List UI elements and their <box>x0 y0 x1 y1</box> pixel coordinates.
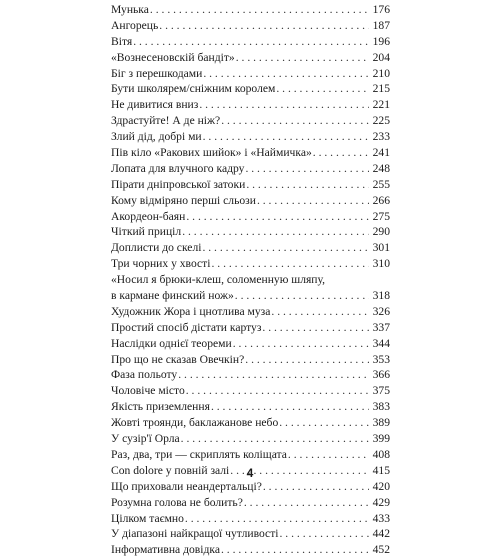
toc-entry <box>111 81 390 97</box>
toc-entry-title: «Вознесеновскій бандіт» <box>111 50 235 64</box>
toc-leader-dots <box>236 50 369 66</box>
toc-entry <box>111 383 390 399</box>
toc-entry-title: Злий дід, добрі ми <box>111 130 202 144</box>
toc-entry-page: 196 <box>372 34 390 48</box>
toc-entry <box>111 50 390 66</box>
toc-leader-dots <box>233 336 369 352</box>
toc-entry-title: Що приховали неандертальці? <box>111 479 262 493</box>
toc-entry-page: 301 <box>372 241 390 255</box>
toc-entry-page: 266 <box>372 193 390 207</box>
toc-entry-page: 389 <box>372 416 390 430</box>
toc-entry-page: 255 <box>372 177 390 191</box>
toc-entry-page: 215 <box>372 82 390 96</box>
toc-leader-dots <box>185 511 369 527</box>
toc-entry-page: 275 <box>372 209 390 223</box>
toc-entry <box>111 97 390 113</box>
toc-entry-page: 337 <box>372 320 390 334</box>
toc-entry-title: Пірати дніпровської затоки <box>111 177 246 191</box>
toc-entry-title: Лопата для влучного кадру <box>111 161 245 175</box>
toc-leader-dots <box>186 383 369 399</box>
toc-entry-title: Жовті троянди, баклажанове небо <box>111 416 279 430</box>
toc-entry-page: 353 <box>372 352 390 366</box>
toc-leader-dots <box>276 81 369 97</box>
toc-entry-page: 429 <box>372 495 390 509</box>
toc-leader-dots <box>203 129 369 145</box>
toc-entry <box>111 479 390 495</box>
toc-entry <box>111 367 390 383</box>
toc-entry-title: Цілком таємно <box>111 511 184 525</box>
toc-entry <box>111 34 390 50</box>
toc-leader-dots <box>133 34 369 50</box>
toc-entry-title: Три чорних у хвості <box>111 257 211 271</box>
toc-entry <box>111 495 390 511</box>
toc-leader-dots <box>178 367 369 383</box>
toc-entry-title: Біг з перешкодами <box>111 66 203 80</box>
toc-leader-dots <box>150 2 369 18</box>
toc-leader-dots <box>221 113 369 129</box>
toc-entry-title: Чоловіче місто <box>111 384 185 398</box>
toc-entry <box>111 18 390 34</box>
toc-entry <box>111 256 390 272</box>
toc-leader-dots <box>313 145 369 161</box>
toc-entry-page: 383 <box>372 400 390 414</box>
toc-entry-page: 433 <box>372 511 390 525</box>
toc-entry <box>111 288 390 304</box>
page-number: 4 <box>246 466 254 480</box>
toc-entry-title: Простий спосіб дістати картуз <box>111 320 262 334</box>
toc-leader-dots <box>245 352 369 368</box>
toc-leader-dots <box>202 240 369 256</box>
toc-entry-page: 225 <box>372 114 390 128</box>
toc-entry-page: 176 <box>372 3 390 16</box>
toc-entry-title: Інформативна довідка <box>111 543 220 557</box>
toc-entry-title: Наслідки однієї теореми <box>111 336 232 350</box>
toc-leader-dots <box>271 304 369 320</box>
toc-leader-dots <box>181 431 369 447</box>
toc-entry <box>111 447 390 463</box>
toc-entry-title: Кому відміряно перші сльози <box>111 193 256 207</box>
toc-entry <box>111 224 390 240</box>
toc-entry-title: Якість приземлення <box>111 400 210 414</box>
toc-entry-title: Con dolore у повній залі <box>111 463 230 477</box>
toc-leader-dots <box>288 447 369 463</box>
toc-entry-title: в кармане финский нож» <box>111 289 234 303</box>
toc-entry <box>111 352 390 368</box>
toc-entry-page: 326 <box>372 304 390 318</box>
toc-entry-title: У сузір'ї Орла <box>111 432 180 446</box>
toc-entry <box>111 542 390 558</box>
toc-leader-dots <box>262 320 369 336</box>
toc-leader-dots <box>203 66 369 82</box>
toc-entry <box>111 511 390 527</box>
toc-leader-dots <box>159 18 369 34</box>
toc-entry-title: Фаза польоту <box>111 368 178 382</box>
toc-entry-page: 420 <box>372 479 390 493</box>
toc-leader-dots <box>221 542 369 558</box>
toc-entry-page: 318 <box>372 289 390 303</box>
toc-entry <box>111 193 390 209</box>
toc-entry-title: Чіткий приціл <box>111 225 182 239</box>
toc-leader-dots <box>186 209 369 225</box>
toc-entry <box>111 129 390 145</box>
toc-entry-page: 408 <box>372 447 390 461</box>
toc-entry-page: 375 <box>372 384 390 398</box>
toc-entry <box>111 161 390 177</box>
toc-entry-title: Вітя <box>111 34 133 48</box>
toc-entry <box>111 526 390 542</box>
toc-leader-dots <box>263 479 369 495</box>
toc-entry-page: 241 <box>372 146 390 160</box>
toc-leader-dots <box>199 97 369 113</box>
toc-entry <box>111 272 390 288</box>
toc-entry <box>111 209 390 225</box>
toc-entry-page: 452 <box>372 543 390 557</box>
toc-leader-dots <box>257 193 369 209</box>
toc-entry <box>111 177 390 193</box>
toc-entry-title: Здрастуйте! А де ніж? <box>111 114 221 128</box>
toc-entry-title: Раз, два, три — скриплять коліщата <box>111 447 287 461</box>
toc-entry-page: 290 <box>372 225 390 239</box>
toc-entry-page: 187 <box>372 18 390 32</box>
toc-entry <box>111 66 390 82</box>
toc-entry-title: Ангорець <box>111 18 159 32</box>
toc-leader-dots <box>280 526 370 542</box>
toc-entry-page: 233 <box>372 130 390 144</box>
toc-entry-title: У діапазоні найкращої чутливості <box>111 527 279 541</box>
toc-entry-page: 366 <box>372 368 390 382</box>
toc-leader-dots <box>211 399 369 415</box>
toc-leader-dots <box>244 495 369 511</box>
toc-leader-dots <box>182 224 369 240</box>
toc-entry <box>111 304 390 320</box>
toc-entry <box>111 415 390 431</box>
toc-entry-page: 310 <box>372 257 390 271</box>
toc-entry <box>111 431 390 447</box>
toc-entry-title: Художник Жора і цнотлива муза <box>111 304 271 318</box>
toc-entry-title: Бути школярем/сніжним королем <box>111 82 276 96</box>
toc-entry-page: 248 <box>372 161 390 175</box>
toc-entry-title: Пів кіло «Ракових шийок» і «Наймичка» <box>111 146 312 160</box>
toc-entry-page: 442 <box>372 527 390 541</box>
toc-entry-title: Розумна голова не болить? <box>111 495 243 509</box>
toc-entry <box>111 399 390 415</box>
toc-entry-page: 204 <box>372 50 390 64</box>
toc-entry <box>111 113 390 129</box>
toc-entry-title: Мунька <box>111 3 149 16</box>
toc-entry-page: 221 <box>372 98 390 112</box>
toc-leader-dots <box>235 288 369 304</box>
toc-entry-title: Акордеон-баян <box>111 209 186 223</box>
toc-entry <box>111 2 390 18</box>
toc-entry-title: Доплисти до скелі <box>111 241 202 255</box>
toc-entry-page: 399 <box>372 432 390 446</box>
toc-entry-page: 344 <box>372 336 390 350</box>
toc-entry <box>111 320 390 336</box>
toc-leader-dots <box>245 161 369 177</box>
toc-entry-title: Не дивитися вниз <box>111 98 199 112</box>
toc-entry-page: 210 <box>372 66 390 80</box>
toc-entry <box>111 240 390 256</box>
toc-entry-page: 415 <box>372 463 390 477</box>
toc-leader-dots <box>279 415 369 431</box>
toc-entry <box>111 145 390 161</box>
toc-entry-title: Про що не сказав Овечкін? <box>111 352 245 366</box>
toc-entry-title: «Носил я брюки-клеш, соломенную шляпу, <box>111 273 326 287</box>
toc-leader-dots <box>211 256 369 272</box>
toc-entry <box>111 336 390 352</box>
toc-leader-dots <box>246 177 369 193</box>
